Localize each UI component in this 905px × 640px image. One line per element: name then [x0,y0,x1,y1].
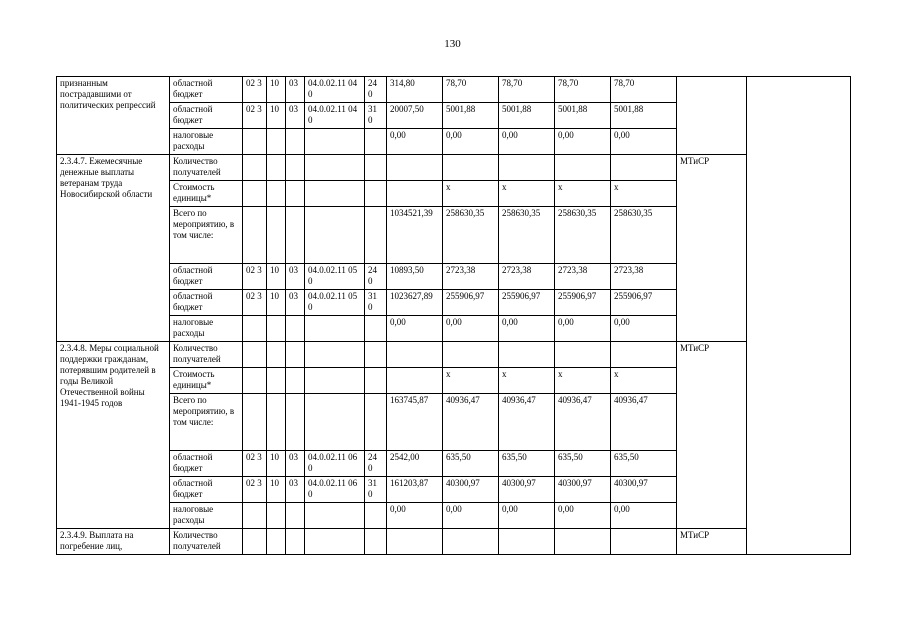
cell-c5 [365,207,387,264]
cell-c3 [286,368,305,394]
cell-c3: 03 [286,477,305,503]
cell-c1 [243,181,267,207]
cell-c1 [243,207,267,264]
cell-c5 [365,529,387,555]
cell-c1 [243,394,267,451]
cell-y2 [499,342,555,368]
cell-y1: 258630,35 [443,207,499,264]
cell-y1 [443,529,499,555]
cell-c3 [286,207,305,264]
cell-c1: 02 3 [243,451,267,477]
cell-c3 [286,503,305,529]
cell-name: Всего по мероприятию, в том числе: [170,207,243,264]
cell-y1: 78,70 [443,77,499,103]
cell-c1: 02 3 [243,77,267,103]
cell-y3: 40936,47 [555,394,611,451]
cell-c3 [286,529,305,555]
executor: МТиСР [677,342,747,529]
cell-name: областной бюджет [170,477,243,503]
cell-c2 [267,394,286,451]
cell-name: Количество получателей [170,342,243,368]
cell-name: налоговые расходы [170,316,243,342]
cell-y2: 258630,35 [499,207,555,264]
cell-c5 [365,155,387,181]
measure-title: признанным пострадавшими от политических репрессий [57,77,170,155]
cell-y4: 40300,97 [611,477,677,503]
cell-c5: 31 0 [365,103,387,129]
cell-y1: 40300,97 [443,477,499,503]
cell-y3: 635,50 [555,451,611,477]
cell-y1: 2723,38 [443,264,499,290]
cell-c4: 04.0.02.11 060 [305,477,365,503]
cell-c4: 04.0.02.11 040 [305,103,365,129]
cell-y4: 0,00 [611,129,677,155]
cell-y4: х [611,368,677,394]
cell-y1 [443,155,499,181]
cell-c3 [286,342,305,368]
cell-c5 [365,342,387,368]
cell-y1: 0,00 [443,129,499,155]
cell-y2: 255906,97 [499,290,555,316]
cell-c1: 02 3 [243,290,267,316]
cell-c1 [243,342,267,368]
cell-total: 10893,50 [387,264,443,290]
cell-y1: х [443,181,499,207]
cell-y2: 0,00 [499,129,555,155]
cell-y4 [611,529,677,555]
page-number: 130 [444,38,461,50]
cell-name: областной бюджет [170,77,243,103]
cell-c2 [267,503,286,529]
cell-name: областной бюджет [170,264,243,290]
cell-y1: 0,00 [443,503,499,529]
cell-c4 [305,394,365,451]
cell-name: Количество получателей [170,155,243,181]
cell-y4: 78,70 [611,77,677,103]
cell-y4: 0,00 [611,316,677,342]
cell-c2 [267,529,286,555]
table-row [57,342,851,368]
cell-c5 [365,129,387,155]
cell-y4: 635,50 [611,451,677,477]
cell-c1 [243,155,267,181]
cell-total [387,342,443,368]
executor: МТиСР [677,529,747,555]
cell-y2: 635,50 [499,451,555,477]
cell-c4 [305,129,365,155]
cell-total [387,181,443,207]
table-row [57,155,851,181]
cell-y2 [499,529,555,555]
cell-name: Всего по мероприятию, в том числе: [170,394,243,451]
cell-total: 0,00 [387,129,443,155]
cell-y2: 78,70 [499,77,555,103]
cell-c1: 02 3 [243,103,267,129]
cell-y4: х [611,181,677,207]
cell-c4 [305,342,365,368]
cell-c2: 10 [267,103,286,129]
cell-y4: 258630,35 [611,207,677,264]
cell-y1: 0,00 [443,316,499,342]
cell-c2 [267,155,286,181]
cell-c1: 02 3 [243,477,267,503]
cell-y2: 40300,97 [499,477,555,503]
cell-c4: 04.0.02.11 050 [305,290,365,316]
cell-name: областной бюджет [170,103,243,129]
cell-c2: 10 [267,77,286,103]
notes-column [747,77,851,555]
cell-c2: 10 [267,477,286,503]
cell-c3 [286,394,305,451]
cell-c3 [286,181,305,207]
cell-y3: 0,00 [555,316,611,342]
cell-c5 [365,316,387,342]
cell-name: областной бюджет [170,451,243,477]
cell-y3: 2723,38 [555,264,611,290]
cell-c3: 03 [286,264,305,290]
cell-c2: 10 [267,264,286,290]
cell-c1 [243,129,267,155]
cell-c2 [267,368,286,394]
cell-total: 314,80 [387,77,443,103]
cell-y4: 255906,97 [611,290,677,316]
cell-total [387,529,443,555]
cell-c4 [305,368,365,394]
measure-title: 2.3.4.7. Ежемесячные денежные выплаты ветеранам труда Новосибирской области [57,155,170,342]
cell-c5 [365,368,387,394]
cell-c1: 02 3 [243,264,267,290]
cell-total [387,155,443,181]
cell-c5: 24 0 [365,451,387,477]
cell-y4: 2723,38 [611,264,677,290]
executor [677,77,747,155]
cell-c5: 31 0 [365,290,387,316]
cell-y3: 0,00 [555,129,611,155]
cell-y2: х [499,368,555,394]
cell-c3: 03 [286,103,305,129]
cell-y3: х [555,368,611,394]
cell-total: 2542,00 [387,451,443,477]
cell-c4 [305,207,365,264]
cell-y1: 5001,88 [443,103,499,129]
cell-c3: 03 [286,451,305,477]
cell-y3: 0,00 [555,503,611,529]
cell-c5 [365,503,387,529]
cell-c2: 10 [267,290,286,316]
cell-total: 1034521,39 [387,207,443,264]
cell-c2 [267,181,286,207]
cell-total: 20007,50 [387,103,443,129]
cell-y2: 2723,38 [499,264,555,290]
cell-total: 1023627,89 [387,290,443,316]
measure-title: 2.3.4.8. Меры социальной поддержки гражданам, потерявшим родителей в годы Великой Отечественной войны 1941-1945 годов [57,342,170,529]
cell-y1: х [443,368,499,394]
cell-y2 [499,155,555,181]
cell-c4 [305,503,365,529]
cell-y3: 40300,97 [555,477,611,503]
cell-y3 [555,342,611,368]
cell-y4 [611,342,677,368]
cell-total [387,368,443,394]
table-row [57,529,851,555]
cell-y4: 0,00 [611,503,677,529]
cell-c2 [267,342,286,368]
cell-c4 [305,529,365,555]
cell-y3 [555,155,611,181]
cell-c1 [243,503,267,529]
table-row [57,77,851,103]
cell-y4: 5001,88 [611,103,677,129]
cell-y1: 255906,97 [443,290,499,316]
cell-total: 0,00 [387,316,443,342]
cell-c3 [286,155,305,181]
cell-y3: 78,70 [555,77,611,103]
cell-y2: х [499,181,555,207]
cell-c3: 03 [286,290,305,316]
cell-c4: 04.0.02.11 040 [305,77,365,103]
cell-total: 163745,87 [387,394,443,451]
cell-c3: 03 [286,77,305,103]
cell-y3: 5001,88 [555,103,611,129]
cell-c3 [286,129,305,155]
cell-c5 [365,394,387,451]
cell-y2: 5001,88 [499,103,555,129]
cell-y1: 40936,47 [443,394,499,451]
cell-c5 [365,181,387,207]
cell-y3: х [555,181,611,207]
cell-y2: 0,00 [499,503,555,529]
cell-y2: 0,00 [499,316,555,342]
cell-y4: 40936,47 [611,394,677,451]
cell-total: 0,00 [387,503,443,529]
cell-y3: 258630,35 [555,207,611,264]
cell-total: 161203,87 [387,477,443,503]
executor: МТиСР [677,155,747,342]
cell-c2 [267,129,286,155]
cell-c3 [286,316,305,342]
cell-c4 [305,181,365,207]
cell-c5: 24 0 [365,264,387,290]
cell-c1 [243,529,267,555]
cell-y2: 40936,47 [499,394,555,451]
cell-c1 [243,316,267,342]
cell-name: налоговые расходы [170,503,243,529]
budget-table [56,76,851,555]
cell-c4: 04.0.02.11 050 [305,264,365,290]
cell-name: областной бюджет [170,290,243,316]
cell-y4 [611,155,677,181]
cell-c1 [243,368,267,394]
cell-c4 [305,316,365,342]
cell-y1: 635,50 [443,451,499,477]
cell-c2 [267,316,286,342]
cell-c2 [267,207,286,264]
cell-c5: 31 0 [365,477,387,503]
cell-name: Стоимость единицы* [170,368,243,394]
cell-c4: 04.0.02.11 060 [305,451,365,477]
cell-name: Количество получателей [170,529,243,555]
cell-name: налоговые расходы [170,129,243,155]
cell-c2: 10 [267,451,286,477]
cell-c5: 24 0 [365,77,387,103]
cell-c4 [305,155,365,181]
cell-y3 [555,529,611,555]
cell-y3: 255906,97 [555,290,611,316]
measure-title: 2.3.4.9. Выплата на погребение лиц, [57,529,170,555]
cell-name: Стоимость единицы* [170,181,243,207]
cell-y1 [443,342,499,368]
